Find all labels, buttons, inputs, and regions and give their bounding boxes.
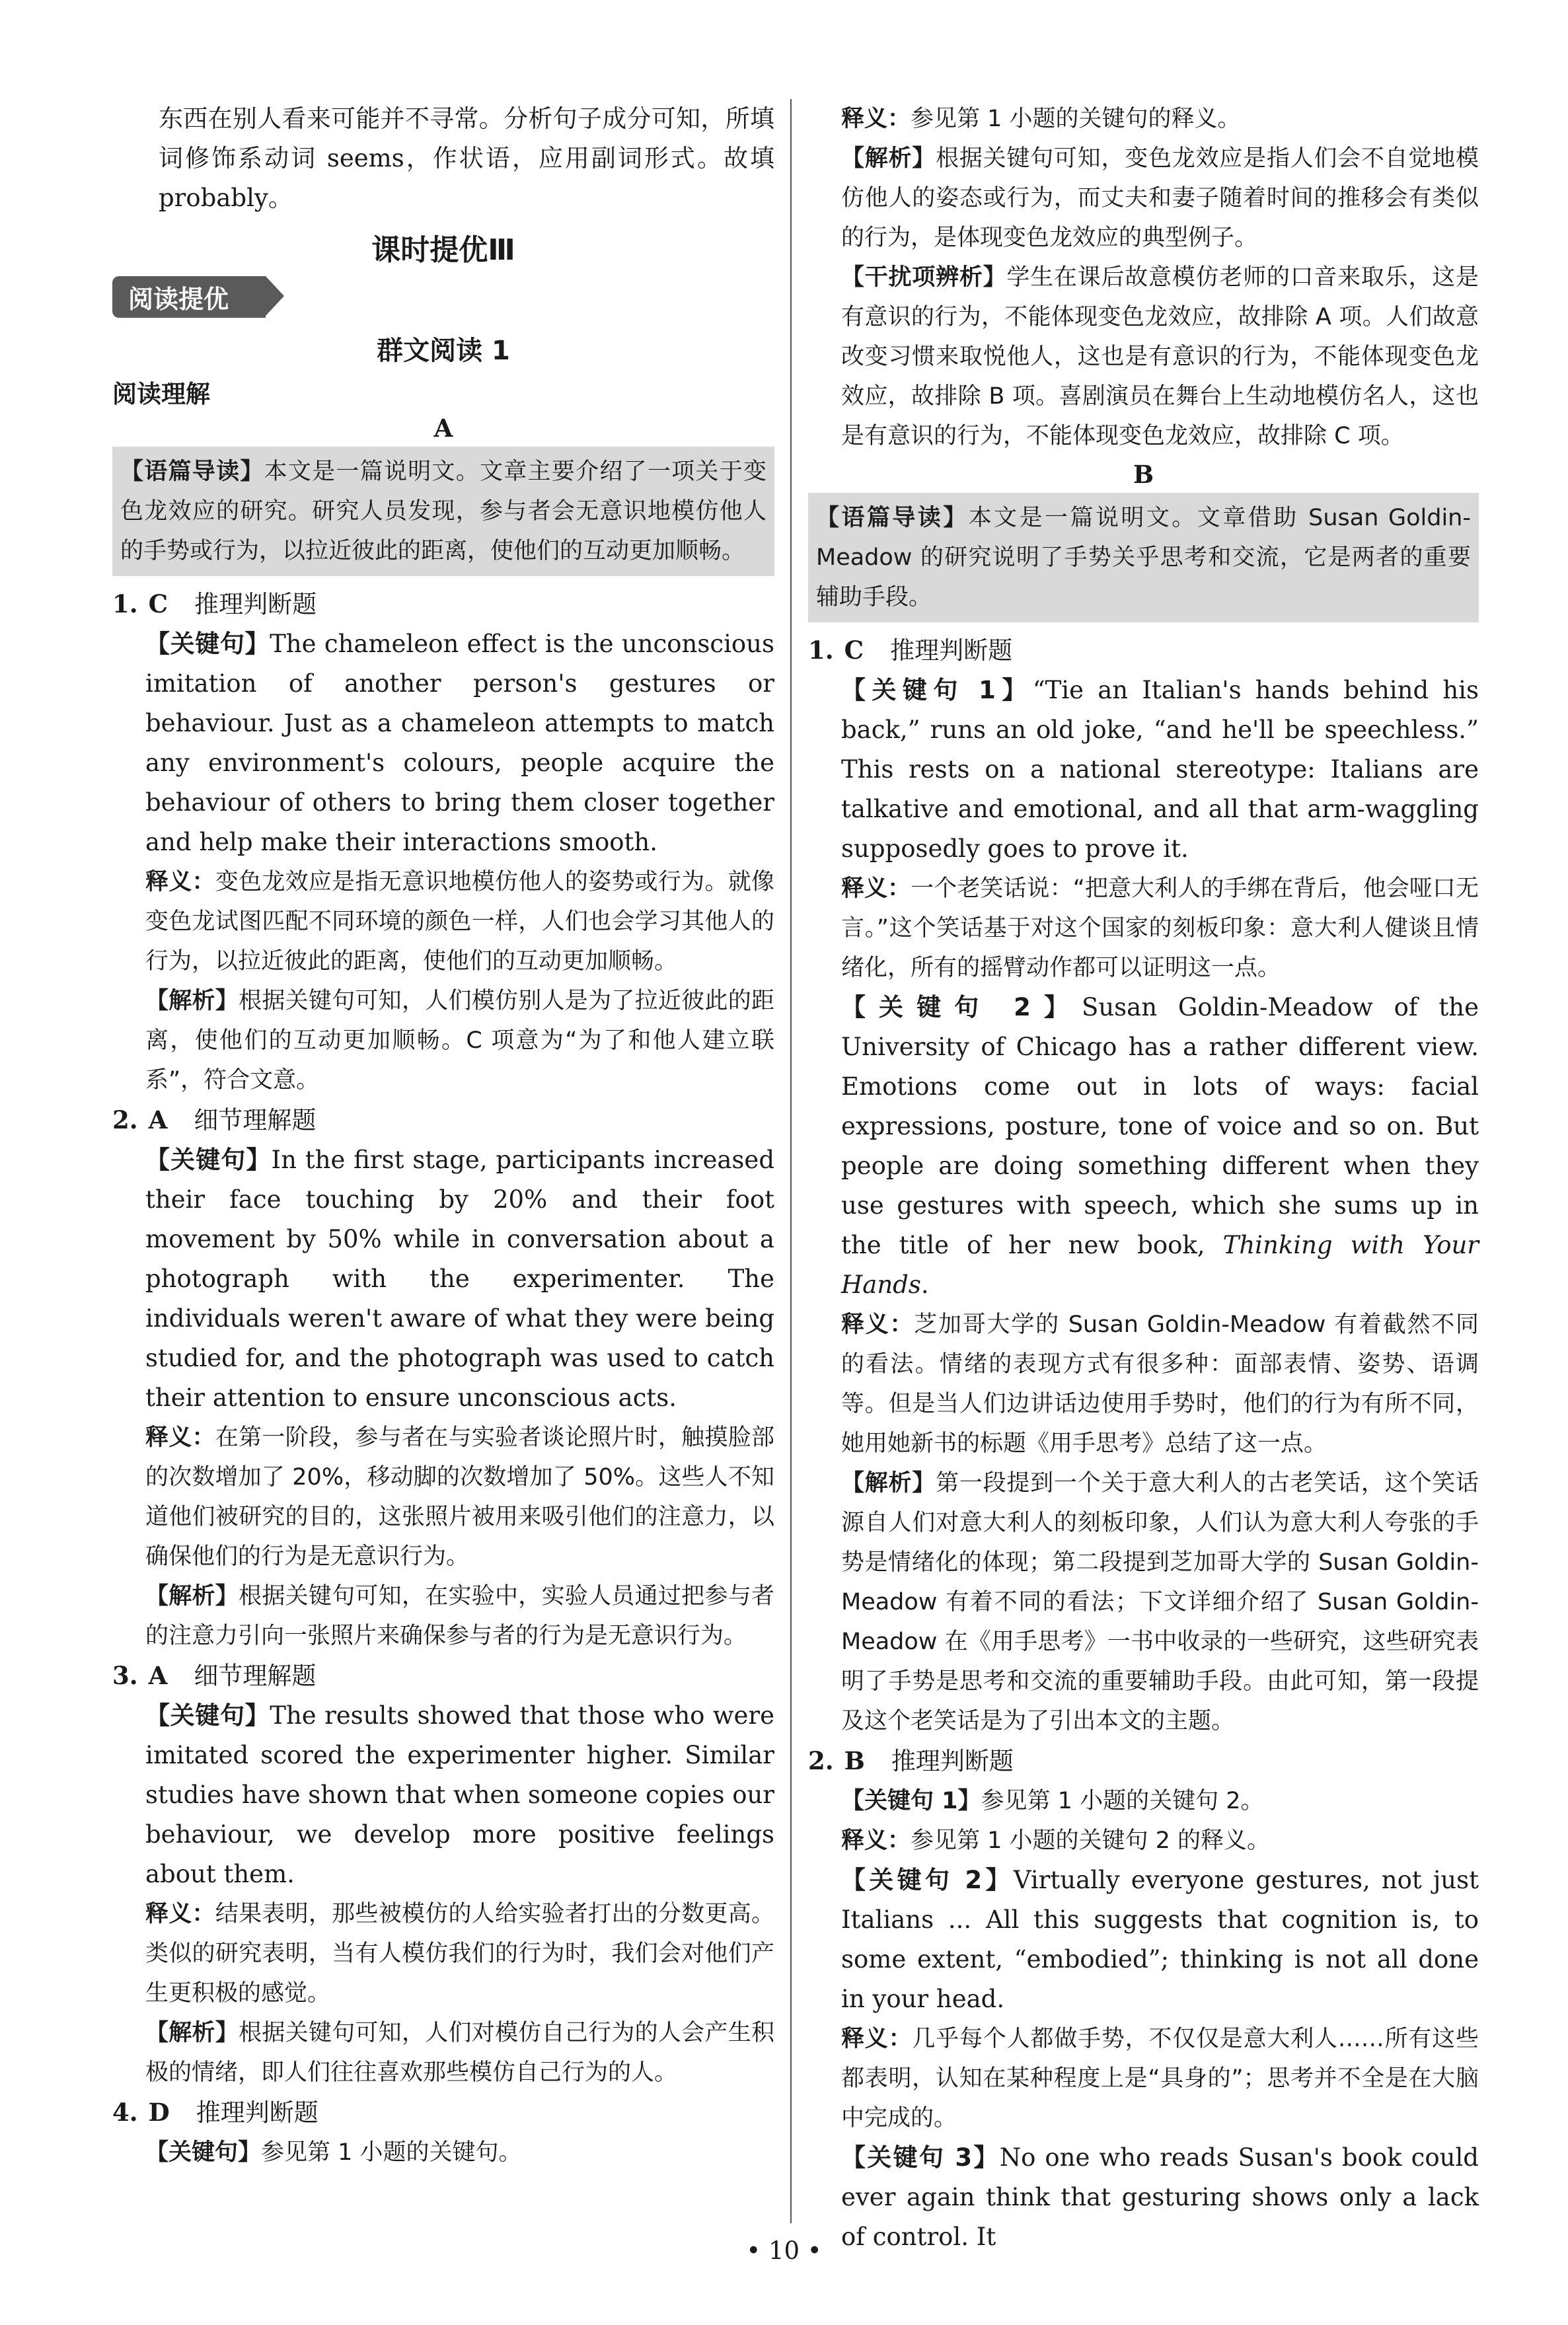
key-sentence-label: 【关键句】: [145, 2139, 262, 2166]
question-type: 细节理解题: [194, 1662, 317, 1690]
question-number: 2.: [112, 1105, 138, 1134]
key-sentence: 参见第 1 小题的关键句。: [261, 2139, 522, 2166]
guide-label: 【语篇导读】: [120, 459, 264, 485]
analysis-label: 【解析】: [841, 1470, 936, 1496]
key-sentence-label: 【关键句 3】: [841, 2143, 1000, 2172]
question-1: [112, 584, 774, 1100]
key-sentence-label: 【关键句 2】: [841, 993, 1082, 1021]
key-sentence-label: 【关键句】: [145, 1701, 270, 1730]
question-number: 1.: [808, 636, 834, 665]
guide-text: 本文是一篇说明文。文章主要介绍了一项关于变色龙效应的研究。研究人员发现，参与者会无意识地模仿他人的手势或行为，以拉近彼此的距离，使他们的互动更加顺畅。: [120, 459, 766, 564]
question-b2: [808, 1741, 1479, 2257]
key-sentence: The results showed that those who were imitated scored the experimenter higher. Similar studies have shown that when someone copies our behaviour, we develop more positive feelings about them.: [145, 1701, 774, 1888]
analysis-label: 【解析】: [841, 145, 936, 172]
passage-letter: A: [433, 414, 453, 443]
translation-label: 释义：: [841, 1827, 911, 1854]
question-4: [112, 2092, 774, 2172]
guide-label: 【语篇导读】: [816, 505, 969, 531]
question-2: [112, 1100, 774, 1656]
question-type: 推理判断题: [196, 2098, 318, 2127]
translation-label: 释义：: [145, 869, 215, 895]
question-number: 4.: [112, 2098, 138, 2127]
book-title: Thinking with Your Hands: [841, 1231, 1479, 1299]
translation-label: 释义：: [841, 1311, 915, 1338]
translation: 一个老笑话说：“把意大利人的手绑在背后，他会哑口无言。”这个笑话基于对这个国家的刻板印象：意大利人健谈且情绪化，所有的摇臂动作都可以证明这一点。: [841, 875, 1479, 981]
translation: 参见第 1 小题的关键句 2 的释义。: [911, 1827, 1271, 1854]
translation: 几乎每个人都做手势，不仅仅是意大利人……所有这些都表明，认知在某种程度上是“具身的”；思考并不全是在大脑中完成的。: [841, 2026, 1479, 2131]
question-b1: [808, 630, 1479, 1741]
question-4-continued: [808, 99, 1479, 456]
answer-letter: C: [148, 589, 168, 618]
key-sentence: Virtually everyone gestures, not just Italians ... All this suggests that cognition is, to some extent, “embodied”; thinking is not all done in your head.: [841, 1866, 1479, 2013]
key-sentence-label: 【关键句】: [145, 630, 270, 658]
translation-label: 释义：: [841, 106, 911, 132]
translation-label: 释义：: [145, 1424, 215, 1451]
group-title: 群文阅读 1: [377, 336, 510, 366]
answer-letter: A: [148, 1105, 168, 1134]
key-sentence-label: 【关键句 1】: [841, 1788, 981, 1814]
answer-letter: A: [148, 1661, 168, 1690]
reading-label: 阅读理解: [112, 380, 210, 408]
guide-box: [808, 493, 1479, 622]
analysis: 根据关键句可知，人们模仿别人是为了拉近彼此的距离，使他们的互动更加顺畅。C 项意为“为了和他人建立联系”，符合文意。: [145, 988, 774, 1093]
translation: 结果表明，那些被模仿的人给实验者打出的分数更高。类似的研究表明，当有人模仿我们的行为时，我们会对他们产生更积极的感觉。: [145, 1901, 774, 2007]
translation-label: 释义：: [841, 875, 911, 902]
answer-letter: B: [844, 1746, 865, 1775]
question-type: 推理判断题: [890, 636, 1013, 665]
translation: 变色龙效应是指无意识地模仿他人的姿势或行为。就像变色龙试图匹配不同环境的颜色一样，人们也会学习其他人的行为，以拉近彼此的距离，使他们的互动更加顺畅。: [145, 869, 774, 975]
key-sentence: 参见第 1 小题的关键句 2。: [981, 1788, 1264, 1814]
right-column: [808, 99, 1479, 2257]
question-type: 推理判断题: [891, 1747, 1014, 1775]
section-title: 课时提优Ⅲ: [371, 233, 515, 267]
question-type: 细节理解题: [194, 1106, 317, 1134]
question-number: 2.: [808, 1746, 834, 1775]
analysis: 根据关键句可知，在实验中，实验人员通过把参与者的注意力引向一张照片来确保参与者的行为是无意识行为。: [145, 1583, 774, 1649]
key-sentence-label: 【关键句 2】: [841, 1866, 1014, 1894]
key-sentence: The chameleon effect is the unconscious imitation of another person's gestures or behaviour. Just as a chameleon attempts to match any environment's colours, people acquire the behaviour of others to bring them closer together and help make their interactions smooth.: [145, 630, 774, 856]
key-sentence: No one who reads Susan's book could ever again think that gesturing shows only a lack of control. It: [841, 2143, 1479, 2251]
translation-label: 释义：: [145, 1901, 215, 1927]
key-sentence-end: .: [920, 1271, 929, 1299]
passage-letter: B: [1133, 460, 1154, 489]
question-number: 3.: [112, 1661, 138, 1690]
left-column: [112, 99, 774, 2172]
answer-letter: D: [148, 2098, 170, 2127]
key-sentence: “Tie an Italian's hands behind his back,” runs an old joke, “and he'll be speechless.” This rests on a national stereotype: Italians are talkative and emotional, and all that arm-waggling supposedly goes to prove it.: [841, 676, 1479, 863]
guide-text: 本文是一篇说明文。文章借助 Susan Goldin-Meadow 的研究说明了手势关乎思考和交流，它是两者的重要辅助手段。: [816, 505, 1471, 610]
translation: 在第一阶段，参与者在与实验者谈论照片时，触摸脸部的次数增加了 20%，移动脚的次数增加了 50%。这些人不知道他们被研究的目的，这张照片被用来吸引他们的注意力，以确保他们的行为是无意识行为。: [145, 1424, 774, 1570]
question-number: 1.: [112, 589, 138, 618]
distractor-analysis: 学生在课后故意模仿老师的口音来取乐，这是有意识的行为，不能体现变色龙效应，故排除 A 项。人们故意改变习惯来取悦他人，这也是有意识的行为，不能体现变色龙效应，故排除 B 项。喜剧演员在舞台上生动地模仿名人，这也是有意识的行为，不能体现变色龙效应，故排除 C 项。: [841, 264, 1479, 449]
page-number: • 10 •: [746, 2236, 822, 2265]
key-sentence-label: 【关键句 1】: [841, 676, 1033, 704]
analysis: 根据关键句可知，人们对模仿自己行为的人会产生积极的情绪，即人们往往喜欢那些模仿自己行为的人。: [145, 2020, 774, 2086]
translation: 芝加哥大学的 Susan Goldin-Meadow 有着截然不同的看法。情绪的表现方式有很多种：面部表情、姿势、语调等。但是当人们边讲话边使用手势时，他们的行为有所不同，她用她新书的标题《用手思考》总结了这一点。: [841, 1311, 1479, 1457]
reading-banner: 阅读提优: [112, 276, 266, 318]
guide-box: [112, 447, 774, 576]
analysis: 第一段提到一个关于意大利人的古老笑话，这个笑话源自人们对意大利人的刻板印象，人们认为意大利人夸张的手势是情绪化的体现；第二段提到芝加哥大学的 Susan Goldin-Meadow 有着不同的看法；下文详细介绍了 Susan Goldin-Meadow 在《用手思考》一书中收录的一些研究，这些研究表明了手势是思考和交流的重要辅助手段。由此可知，第一段提及这个老笑话是为了引出本文的主题。: [841, 1470, 1479, 1734]
column-divider: [790, 99, 792, 2223]
key-sentence: Susan Goldin-Meadow of the University of Chicago has a rather different view. Emotions come out in lots of ways: facial expressions, posture, tone of voice and so on. But people are doing something different when they use gestures with speech, which she sums up in the title of her new book,: [841, 993, 1479, 1259]
translation: 参见第 1 小题的关键句的释义。: [911, 106, 1241, 132]
key-sentence: In the first stage, participants increased their face touching by 20% and their foot movement by 50% while in conversation about a photograph with the experimenter. The individuals weren't aware of what they were being studied for, and the photograph was used to catch their attention to ensure unconscious acts.: [145, 1146, 775, 1412]
question-type: 推理判断题: [194, 590, 317, 618]
intro-paragraph: 东西在别人看来可能并不寻常。分析句子成分可知，所填词修饰系动词 seems，作状语，应用副词形式。故填 probably。: [159, 104, 774, 212]
distractor-label: 【干扰项辨析】: [841, 264, 1007, 291]
answer-letter: C: [844, 636, 864, 665]
analysis-label: 【解析】: [145, 988, 239, 1014]
question-3: [112, 1656, 774, 2092]
translation-label: 释义：: [841, 2026, 913, 2052]
analysis-label: 【解析】: [145, 2020, 239, 2046]
analysis: 根据关键句可知，变色龙效应是指人们会不自觉地模仿他人的姿态或行为，而丈夫和妻子随着时间的推移会有类似的行为，是体现变色龙效应的典型例子。: [841, 145, 1479, 251]
key-sentence-label: 【关键句】: [145, 1146, 272, 1174]
analysis-label: 【解析】: [145, 1583, 239, 1609]
